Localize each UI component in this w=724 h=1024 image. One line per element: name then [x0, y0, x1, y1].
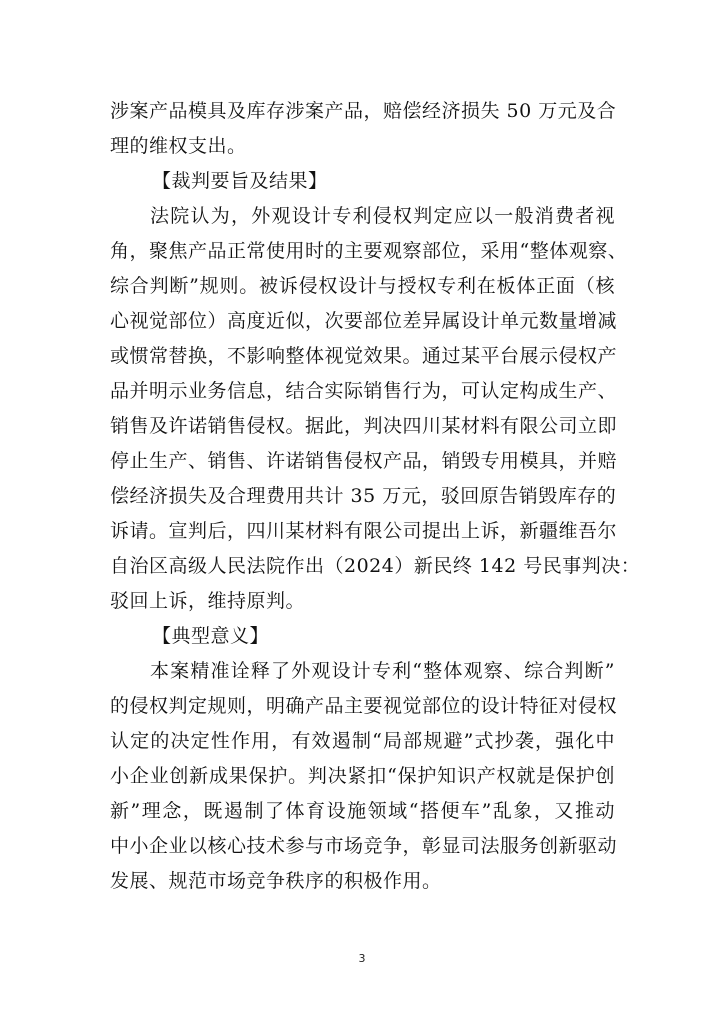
- paragraph-line: 法院认为，外观设计专利侵权判定应以一般消费者视: [150, 205, 615, 227]
- paragraph-line: 角，聚焦产品正常使用时的主要观察部位，采用“整体观察、: [110, 240, 628, 262]
- paragraph-line: 小企业创新成果保护。判决紧扣“保护知识产权就是保护创: [110, 765, 615, 787]
- paragraph-line: 涉案产品模具及库存涉案产品，赔偿经济损失 50 万元及合: [110, 100, 617, 122]
- paragraph-line: 驳回上诉，维持原判。: [110, 590, 306, 612]
- section-heading-ruling: 【裁判要旨及结果】: [152, 170, 328, 192]
- paragraph-line: 的侵权判定规则，明确产品主要视觉部位的设计特征对侵权: [110, 695, 618, 717]
- paragraph-line: 本案精准诠释了外观设计专利“整体观察、综合判断”: [150, 660, 615, 682]
- paragraph-3: [110, 654, 618, 899]
- paragraph-line: 发展、规范市场竞争秩序的积极作用。: [110, 870, 442, 892]
- section-heading-significance: 【典型意义】: [152, 625, 270, 647]
- paragraph-line: 自治区高级人民法院作出（2024）新民终 142 号民事判决：: [110, 555, 641, 577]
- paragraph-line: 诉请。宣判后，四川某材料有限公司提出上诉，新疆维吾尔: [110, 520, 618, 542]
- paragraph-line: 认定的决定性作用，有效遏制“局部规避”式抄袭，强化中: [110, 730, 615, 752]
- paragraph-line: 或惯常替换，不影响整体视觉效果。通过某平台展示侵权产: [110, 345, 618, 367]
- paragraph-line: 偿经济损失及合理费用共计 35 万元，驳回原告销毁库存的: [110, 485, 617, 507]
- paragraph-line: 综合判断”规则。被诉侵权设计与授权专利在板体正面（核: [110, 275, 615, 297]
- paragraph-line: 新”理念，既遏制了体育设施领域“搭便车”乱象，又推动: [110, 800, 615, 822]
- page-number: 3: [358, 952, 366, 965]
- paragraph-1: [110, 94, 615, 164]
- paragraph-line: 停止生产、销售、许诺销售侵权产品，销毁专用模具，并赔: [110, 450, 618, 472]
- paragraph-line: 销售及许诺销售侵权。据此，判决四川某材料有限公司立即: [110, 415, 618, 437]
- paragraph-line: 中小企业以核心技术参与市场竞争，彰显司法服务创新驱动: [110, 835, 618, 857]
- paragraph-line: 理的维权支出。: [110, 135, 247, 157]
- paragraph-line: 品并明示业务信息，结合实际销售行为，可认定构成生产、: [110, 380, 618, 402]
- paragraph-2: [110, 199, 641, 619]
- paragraph-line: 心视觉部位）高度近似，次要部位差异属设计单元数量增减: [110, 310, 618, 332]
- document-body: [110, 94, 641, 899]
